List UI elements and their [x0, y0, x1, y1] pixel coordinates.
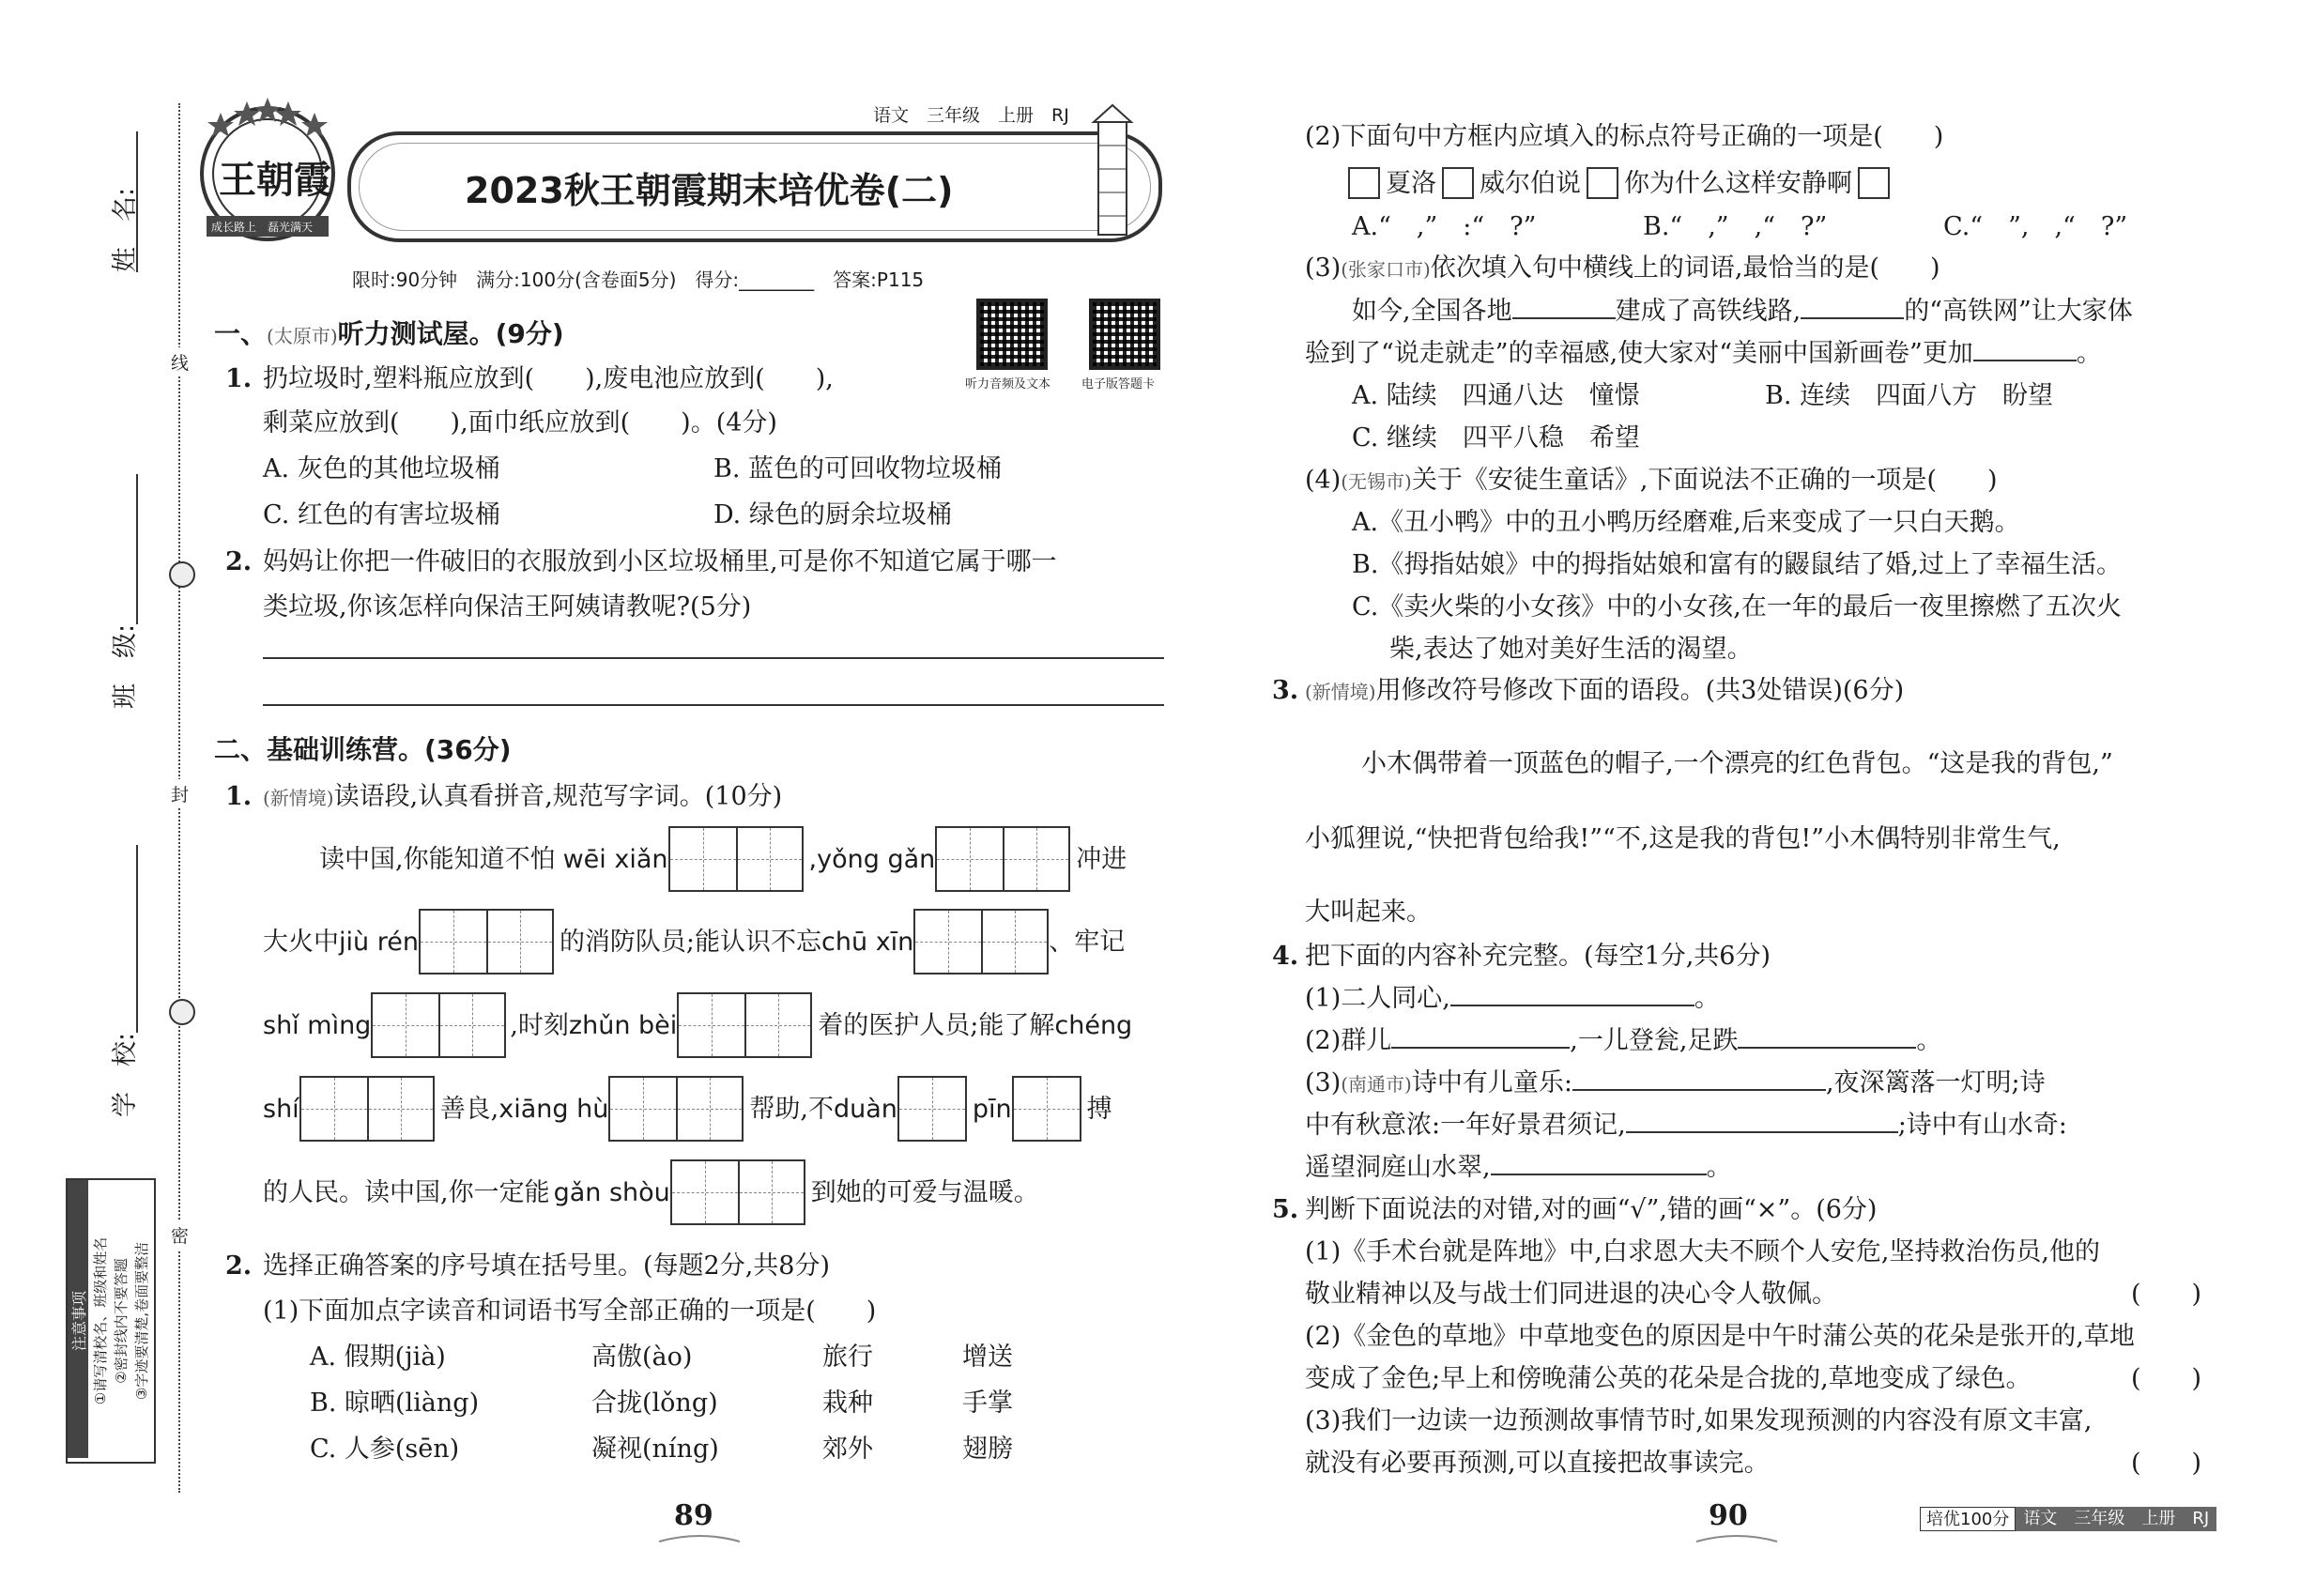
judge-paren[interactable]: ( ) [2131, 1364, 2202, 1393]
s2q2-number: 2. [225, 1251, 253, 1281]
logo-text: 王朝霞 [219, 158, 331, 202]
page-ornament-icon [657, 1530, 742, 1549]
q2-3-option-a: A. 陆续 四通八达 憧憬 [1352, 381, 1640, 410]
pinyin-row-3: shǐ mìng ,时刻 zhǔn bèi 着的医护人员;能了解 chéng [263, 992, 1132, 1058]
q5-title: 判断下面说法的对错,对的画“√”,错的画“×”。(6分) [1305, 1195, 1878, 1224]
page-title: 2023秋王朝霞期末培优卷(二) [465, 170, 954, 211]
q1-number: 1. [225, 364, 253, 393]
binding-mark-line: 线 [169, 347, 191, 376]
q1-option-d: D. 绿色的厨余垃圾桶 [713, 500, 952, 529]
q1-option-a: A. 灰色的其他垃圾桶 [263, 454, 500, 483]
punct-box[interactable] [1442, 167, 1474, 199]
q2-4-option-c-cont: 柴,表达了她对美好生活的渴望。 [1389, 635, 1753, 664]
q2-4-option-c: C.《卖火柴的小女孩》中的小女孩,在一年的最后一夜里擦燃了五次火 [1352, 592, 2122, 622]
notes-title: 注意事项 [70, 1291, 88, 1352]
q2-line2: 类垃圾,你该怎样向保洁王阿姨请教呢?(5分) [263, 592, 752, 622]
q3-number: 3. [1272, 676, 1299, 705]
q2-2-option-b: B.“ ,” ,“ ?” [1643, 212, 1828, 241]
row-a-1: A. 假期(jià) [310, 1343, 446, 1372]
binding-hole [169, 999, 195, 1025]
row-b-3: 栽种 [822, 1389, 873, 1418]
q4-number: 4. [1272, 942, 1299, 971]
q2-3-option-c: C. 继续 四平八稳 希望 [1352, 423, 1640, 453]
q4-item1: (1)二人同心, 。 [1305, 984, 1720, 1013]
s2q1-number: 1. [225, 782, 253, 811]
exam-info: 限时:90分钟 满分:100分(含卷面5分) 得分:________ 答案:P115 [352, 269, 925, 291]
q4-title: 把下面的内容补充完整。(每空1分,共6分) [1305, 942, 1771, 971]
q5-item3: (3)我们一边读一边预测故事情节时,如果发现预测的内容没有原文丰富, [1305, 1406, 2093, 1435]
q5-item2-cont: 变成了金色;早上和傍晚蒲公英的花朵是合拢的,草地变成了绿色。 [1305, 1364, 2032, 1393]
char-grid[interactable] [1012, 1076, 1081, 1142]
char-grid[interactable] [677, 992, 812, 1058]
binding-hole [169, 561, 195, 588]
punct-box[interactable] [1348, 167, 1380, 199]
row-b-4: 手掌 [962, 1389, 1013, 1418]
row-c-3: 郊外 [822, 1435, 873, 1464]
binding-mark-dense: 密 [169, 1220, 191, 1250]
qr-caption: 电子版答题卡 [1081, 377, 1156, 391]
q3-para3: 大叫起来。 [1305, 898, 1432, 927]
q2-3-option-b: B. 连续 四面八方 盼望 [1765, 381, 2054, 410]
q5-item2: (2)《金色的草地》中草地变色的原因是中午时蒲公英的花朵是张开的,草地 [1305, 1322, 2135, 1351]
page-ornament-icon [1694, 1530, 1779, 1549]
punct-box[interactable] [1587, 167, 1618, 199]
row-a-2: 高傲(ào) [591, 1343, 693, 1372]
q1-option-b: B. 蓝色的可回收物垃圾桶 [713, 454, 1003, 483]
row-a-4: 增送 [962, 1343, 1013, 1372]
q1-line2: 剩菜应放到( ),面巾纸应放到( )。(4分) [263, 408, 777, 437]
row-b-1: B. 晾晒(liàng) [310, 1389, 480, 1418]
char-grid[interactable] [935, 826, 1070, 892]
q2-2-sentence: 夏洛 威尔伯说 你为什么这样安静啊 [1342, 167, 1895, 199]
answer-line[interactable] [263, 657, 1164, 659]
qr-caption: 听力音频及文本 [965, 377, 1051, 391]
fill-blank[interactable] [1626, 1131, 1898, 1133]
pinyin-row-1: 读中国,你能知道不怕 wēi xiǎn , yǒng gǎn 冲进 [319, 826, 1127, 892]
q2-number: 2. [225, 547, 253, 576]
qr-code-listening[interactable] [976, 299, 1048, 370]
row-b-2: 合拢(lǒng) [591, 1389, 718, 1418]
q3-para2: 小狐狸说,“快把背包给我!”“不,这是我的背包!”小木偶特别非常生气, [1305, 824, 2061, 853]
notes-box [66, 1178, 156, 1464]
q2-2-option-c: C.“ ”, ,“ ?” [1943, 212, 2128, 241]
q2-2-title: (2)下面句中方框内应填入的标点符号正确的一项是( ) [1305, 122, 1944, 151]
fill-blank[interactable] [1572, 1089, 1826, 1091]
row-c-2: 凝视(níng) [591, 1435, 719, 1464]
q2-4-option-a: A.《丑小鸭》中的丑小鸭历经磨难,后来变成了一只白天鹅。 [1352, 508, 2020, 537]
section1-heading: 一、(太原市)听力测试屋。(9分) [214, 318, 564, 349]
fill-blank[interactable] [1738, 1047, 1916, 1049]
q1-line1: 扔垃圾时,塑料瓶应放到( ),废电池应放到( ), [263, 364, 834, 393]
pinyin-row-4: shí 善良, xiāng hù 帮助,不 duàn pīn 搏 [263, 1076, 1112, 1142]
s2q2-title: 选择正确答案的序号填在括号里。(每题2分,共8分) [263, 1251, 831, 1281]
qr-code-answer-sheet[interactable] [1089, 299, 1160, 370]
binding-school-label: 学 校: [111, 1032, 140, 1117]
footer-badge: 培优100分 语文 三年级 上册 RJ [1920, 1507, 2216, 1531]
logo-sub: 成长路上 磊光满天 [211, 221, 314, 234]
section2-heading: 二、基础训练营。(36分) [214, 734, 512, 765]
q2-4-option-b: B.《拇指姑娘》中的拇指姑娘和富有的鼹鼠结了婚,过上了幸福生活。 [1352, 550, 2123, 579]
q2-3-line2: 验到了“说走就走”的幸福感,使大家对“美丽中国新画卷”更加 。 [1305, 339, 2102, 368]
binding-mark-seal: 封 [169, 779, 191, 808]
note-item: ③字迹要清楚,卷面要整洁 [133, 1241, 150, 1401]
s2q2-sub1: (1)下面加点字读音和词语书写全部正确的一项是( ) [263, 1297, 877, 1326]
q4-item3-cont: 中有秋意浓:一年好景君须记, ;诗中有山水奇: [1305, 1111, 2067, 1140]
char-grid[interactable] [608, 1076, 744, 1142]
q4-item2: (2)群儿 ,一儿登瓮,足跌 。 [1305, 1026, 1942, 1055]
pinyin-row-5: 的人民。读中国,你一定能 gǎn shòu 到她的可爱与温暖。 [263, 1159, 1039, 1225]
row-c-1: C. 人参(sēn) [310, 1435, 460, 1464]
q2-3-title: (3)(张家口市)依次填入句中横线上的词语,最恰当的是( ) [1305, 253, 1940, 283]
binding-name-line [136, 131, 140, 272]
note-item: ②密封线内不要答题 [113, 1258, 130, 1384]
char-grid[interactable] [913, 909, 1049, 974]
q5-item1-cont: 敬业精神以及与战士们同进退的决心令人敬佩。 [1305, 1280, 1837, 1309]
q2-line1: 妈妈让你把一件破旧的衣服放到小区垃圾桶里,可是你不知道它属于哪一 [263, 547, 1057, 576]
q2-3-line1: 如今,全国各地 建成了高铁线路, 的“高铁网”让大家体 [1352, 297, 2133, 326]
q2-4-title: (4)(无锡市)关于《安徒生童话》,下面说法不正确的一项是( ) [1305, 466, 1998, 495]
page-number-right: 90 [1709, 1499, 1748, 1532]
char-grid[interactable] [670, 1159, 805, 1225]
q4-item3-end: 遥望洞庭山水翠, 。 [1305, 1153, 1732, 1182]
char-grid[interactable] [371, 992, 506, 1058]
judge-paren[interactable]: ( ) [2131, 1449, 2202, 1478]
row-a-3: 旅行 [822, 1343, 873, 1372]
row-c-4: 翅膀 [962, 1435, 1013, 1464]
char-grid[interactable] [668, 826, 804, 892]
binding-class-line [136, 474, 138, 624]
q3-para1: 小木偶带着一顶蓝色的帽子,一个漂亮的红色背包。“这是我的背包,” [1361, 749, 2113, 778]
q5-item1: (1)《手术台就是阵地》中,白求恩大夫不顾个人安危,坚持救治伤员,他的 [1305, 1237, 2100, 1266]
note-item: ①请写清校名、班级和姓名 [92, 1236, 109, 1405]
fill-blank[interactable] [1391, 1047, 1570, 1049]
fill-blank[interactable] [1491, 1174, 1707, 1175]
binding-school-line [136, 845, 138, 1033]
binding-name-label: 姓 名: [111, 187, 140, 272]
binding-class-label: 班 级: [111, 623, 140, 709]
pinyin-row-2: 大火中 jiù rén 的消防队员;能认识不忘 chū xīn 、牢记 [263, 909, 1125, 974]
q3-title: (新情境)用修改符号修改下面的语段。(共3处错误)(6分) [1305, 676, 1905, 705]
subject-tags: 语文 三年级 上册 RJ [873, 105, 1069, 126]
page-number-left: 89 [674, 1499, 713, 1532]
punct-box[interactable] [1858, 167, 1890, 199]
q5-number: 5. [1272, 1195, 1299, 1224]
judge-paren[interactable]: ( ) [2131, 1280, 2202, 1309]
char-grid[interactable] [897, 1076, 967, 1142]
q1-option-c: C. 红色的有害垃圾桶 [263, 500, 500, 529]
q2-2-option-a: A.“ ,” :“ ?” [1352, 212, 1537, 241]
q5-item3-cont: 就没有必要再预测,可以直接把故事读完。 [1305, 1449, 1770, 1478]
char-grid[interactable] [419, 909, 554, 974]
answer-line[interactable] [263, 704, 1164, 706]
char-grid[interactable] [299, 1076, 435, 1142]
fill-blank[interactable] [1450, 1005, 1694, 1006]
q4-item3: (3)(南通市)诗中有儿童乐: ,夜深篱落一灯明;诗 [1305, 1068, 2046, 1097]
s2q1-title: (新情境)读语段,认真看拼音,规范写字词。(10分) [263, 782, 783, 811]
lighthouse-icon [1080, 103, 1145, 244]
logo [192, 94, 343, 244]
